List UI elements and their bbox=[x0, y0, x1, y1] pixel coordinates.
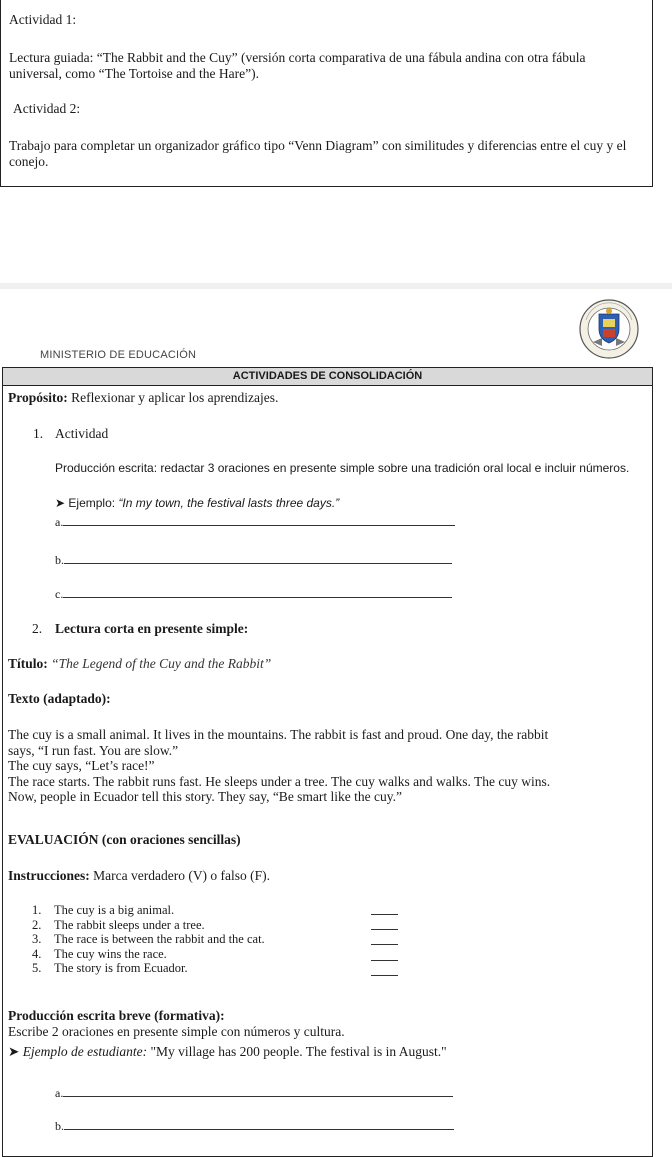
item2-number: 2. bbox=[32, 621, 43, 636]
page-separator bbox=[0, 283, 672, 289]
example-label: Ejemplo: bbox=[68, 496, 116, 510]
story-line: The race starts. The rabbit runs fast. He sleeps under a tree. The cuy walks and walks. The cuy wins. bbox=[8, 773, 551, 789]
story-line: says, “I run fast. You are slow.” bbox=[8, 742, 179, 758]
answer-letter: a. bbox=[55, 515, 64, 529]
production-line-a[interactable] bbox=[55, 1085, 453, 1101]
text-label: Texto (adaptado): bbox=[8, 691, 111, 706]
item1-example bbox=[55, 496, 339, 511]
item2-title: Lectura corta en presente simple: bbox=[55, 621, 249, 636]
section-header bbox=[3, 368, 652, 386]
production-line-b[interactable] bbox=[55, 1118, 454, 1134]
example-text: “In my town, the festival lasts three days.” bbox=[118, 496, 340, 510]
item1-instructions: Producción escrita: redactar 3 oraciones en presente simple sobre una tradición oral local e incluir números. bbox=[55, 461, 630, 475]
activity2-title: Actividad 2: bbox=[13, 101, 81, 116]
story-text bbox=[8, 727, 648, 805]
statement-item: 5. The story is from Ecuador. bbox=[32, 961, 188, 975]
answer-blank-3[interactable] bbox=[371, 944, 398, 945]
story-line: The cuy says, “Let’s race!” bbox=[8, 758, 155, 773]
answer-letter: b. bbox=[55, 553, 64, 567]
statement-item: 1. The cuy is a big animal. bbox=[32, 903, 175, 917]
purpose-line bbox=[8, 390, 278, 406]
item1-number: 1. bbox=[33, 426, 44, 441]
activity1-title: Actividad 1: bbox=[9, 12, 77, 27]
answer-line-b[interactable] bbox=[55, 552, 452, 568]
activity2-text: Trabajo para completar un organizador gráfico tipo “Venn Diagram” con similitudes y diferencias entre el cuy y el conejo. bbox=[9, 138, 627, 169]
instructions-label: Instrucciones: bbox=[8, 868, 90, 883]
evaluation-title: EVALUACIÓN (con oraciones sencillas) bbox=[8, 832, 241, 847]
student-example-label: Ejemplo de estudiante: bbox=[22, 1044, 148, 1059]
answer-line-a[interactable] bbox=[55, 514, 455, 530]
statements-list bbox=[32, 903, 265, 976]
instructions-text: Marca verdadero (V) o falso (F). bbox=[93, 868, 271, 883]
activity1-text: Lectura guiada: “The Rabbit and the Cuy” (versión corta comparativa de una fábula andina con otra fábula universal, como “The Tortoise and the Hare”). bbox=[9, 50, 586, 81]
ministry-label: MINISTERIO DE EDUCACIÓN bbox=[40, 349, 197, 361]
story-title: “The Legend of the Cuy and the Rabbit” bbox=[51, 656, 272, 671]
school-logo bbox=[578, 298, 640, 360]
production-title: Producción escrita breve (formativa): bbox=[8, 1008, 225, 1023]
story-line: Now, people in Ecuador tell this story. They say, “Be smart like the cuy.” bbox=[8, 789, 403, 804]
production-text: Escribe 2 oraciones en presente simple con números y cultura. bbox=[8, 1024, 345, 1039]
item1-title: Actividad bbox=[55, 426, 109, 441]
answer-letter: b. bbox=[55, 1119, 64, 1133]
student-example-text: "My village has 200 people. The festival is in August." bbox=[150, 1044, 447, 1059]
answer-letter: a. bbox=[55, 1086, 64, 1100]
answer-blank-2[interactable] bbox=[371, 929, 398, 930]
school-seal-icon bbox=[578, 298, 640, 360]
statement-item: 4. The cuy wins the race. bbox=[32, 946, 167, 961]
section-title: ACTIVIDADES DE CONSOLIDACIÓN bbox=[232, 370, 423, 382]
answer-blank-4[interactable] bbox=[371, 960, 398, 961]
instructions-line bbox=[8, 868, 270, 884]
answer-blank-5[interactable] bbox=[371, 975, 398, 976]
arrow-icon: ➤ bbox=[8, 1044, 20, 1059]
purpose-text: Reflexionar y aplicar los aprendizajes. bbox=[71, 390, 279, 405]
arrow-icon: ➤ bbox=[55, 496, 66, 510]
statement-item: 3. The race is between the rabbit and the cat. bbox=[32, 932, 265, 946]
story-title-line bbox=[8, 656, 271, 672]
answer-line-c[interactable] bbox=[55, 586, 452, 602]
answer-letter: c. bbox=[55, 587, 64, 601]
title-label: Título: bbox=[8, 656, 48, 671]
production-example bbox=[8, 1044, 447, 1060]
answer-blank-1[interactable] bbox=[371, 914, 398, 915]
statement-item: 2. The rabbit sleeps under a tree. bbox=[32, 917, 205, 932]
purpose-label: Propósito: bbox=[8, 390, 68, 405]
story-line: The cuy is a small animal. It lives in the mountains. The rabbit is fast and proud. One day, the rabbit bbox=[8, 727, 549, 742]
